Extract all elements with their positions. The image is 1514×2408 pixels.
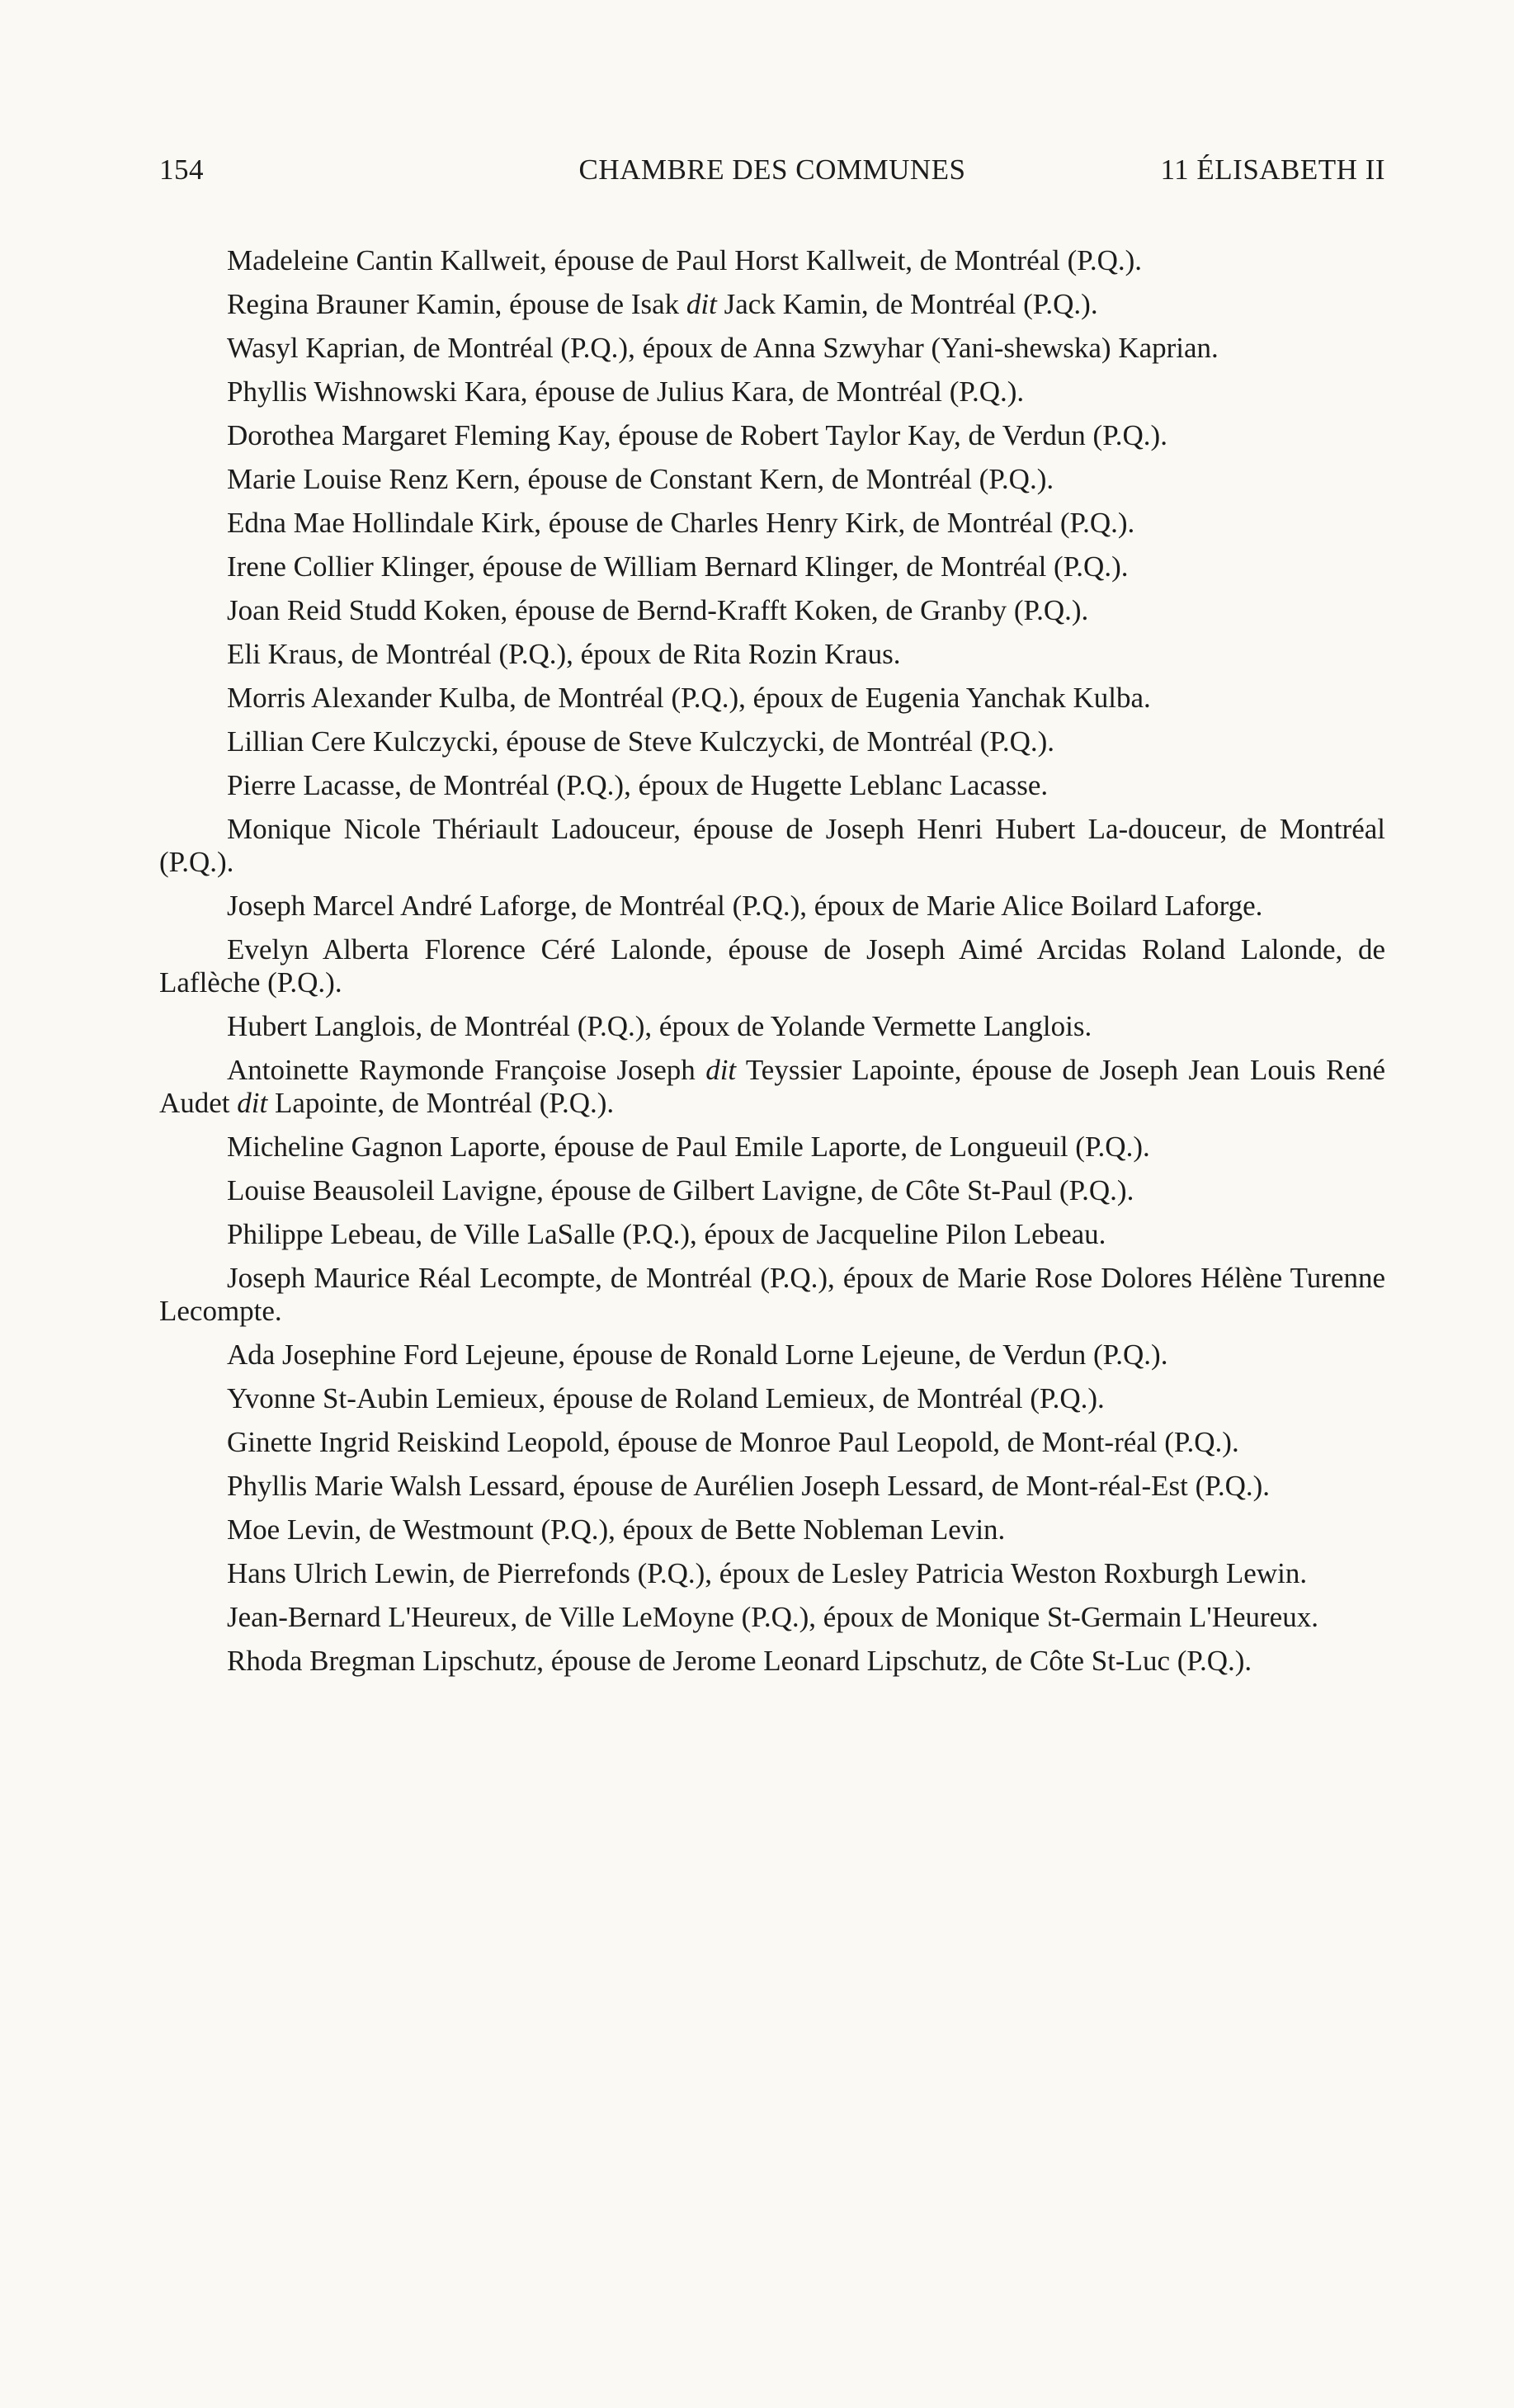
list-item: Madeleine Cantin Kallweit, épouse de Paul Horst Kallweit, de Montréal (P.Q.). (227, 244, 1143, 276)
list-item: Philippe Lebeau, de Ville LaSalle (P.Q.), époux de Jacqueline Pilon Lebeau. (227, 1218, 1106, 1250)
page-header (159, 153, 1385, 195)
list-item: Phyllis Marie Walsh Lessard, épouse de Aurélien Joseph Lessard, de Mont-réal-Est (P.Q.). (227, 1470, 1271, 1502)
list-item: Rhoda Bregman Lipschutz, épouse de Jerome Leonard Lipschutz, de Côte St-Luc (P.Q.). (227, 1645, 1252, 1677)
list-item: Monique Nicole Thériault Ladouceur, épouse de Joseph Henri Hubert La-douceur, de Montréal (P.Q.). (159, 813, 1385, 878)
list-item: Morris Alexander Kulba, de Montréal (P.Q.), époux de Eugenia Yanchak Kulba. (227, 682, 1151, 714)
list-item: Marie Louise Renz Kern, épouse de Constant Kern, de Montréal (P.Q.). (227, 463, 1054, 495)
list-item: Micheline Gagnon Laporte, épouse de Paul Emile Laporte, de Longueuil (P.Q.). (227, 1131, 1150, 1163)
list-item: Joseph Maurice Réal Lecompte, de Montréal (P.Q.), époux de Marie Rose Dolores Hélène Turenne Lecompte. (159, 1262, 1385, 1327)
list-item: Edna Mae Hollindale Kirk, épouse de Charles Henry Kirk, de Montréal (P.Q.). (227, 507, 1135, 539)
list-item: Lillian Cere Kulczycki, épouse de Steve Kulczycki, de Montréal (P.Q.). (227, 725, 1055, 758)
page-title: CHAMBRE DES COMMUNES (578, 153, 966, 186)
list-item: Phyllis Wishnowski Kara, épouse de Julius Kara, de Montréal (P.Q.). (227, 375, 1025, 408)
list-item: Joseph Marcel André Laforge, de Montréal (P.Q.), époux de Marie Alice Boilard Laforge. (227, 890, 1263, 922)
list-item: Evelyn Alberta Florence Céré Lalonde, épouse de Joseph Aimé Arcidas Roland Lalonde, de Laflèche (P.Q.). (159, 933, 1385, 999)
reign-label: 11 ÉLISABETH II (1160, 153, 1385, 186)
list-item: Yvonne St-Aubin Lemieux, épouse de Roland Lemieux, de Montréal (P.Q.). (227, 1382, 1105, 1414)
list-item: Antoinette Raymonde Françoise Joseph dit Teyssier Lapointe, épouse de Joseph Jean Louis René Audet dit Lapointe, de Montréal (P.Q.). (159, 1054, 1386, 1119)
list-item: Louise Beausoleil Lavigne, épouse de Gilbert Lavigne, de Côte St-Paul (P.Q.). (227, 1174, 1134, 1206)
list-item: Dorothea Margaret Fleming Kay, épouse de Robert Taylor Kay, de Verdun (P.Q.). (227, 419, 1167, 451)
page-number: 154 (159, 153, 204, 186)
list-item: Hubert Langlois, de Montréal (P.Q.), époux de Yolande Vermette Langlois. (227, 1010, 1092, 1042)
list-item: Ginette Ingrid Reiskind Leopold, épouse de Monroe Paul Leopold, de Mont-réal (P.Q.). (227, 1426, 1239, 1458)
list-item: Regina Brauner Kamin, épouse de Isak dit Jack Kamin, de Montréal (P.Q.). (227, 288, 1098, 320)
list-item: Jean-Bernard L'Heureux, de Ville LeMoyne (P.Q.), époux de Monique St-Germain L'Heureux. (227, 1601, 1318, 1633)
list-item: Joan Reid Studd Koken, épouse de Bernd-Krafft Koken, de Granby (P.Q.). (227, 594, 1089, 626)
entry-list (159, 244, 1385, 1688)
list-item: Hans Ulrich Lewin, de Pierrefonds (P.Q.), époux de Lesley Patricia Weston Roxburgh Lewin. (227, 1557, 1308, 1589)
list-item: Pierre Lacasse, de Montréal (P.Q.), époux de Hugette Leblanc Lacasse. (227, 769, 1049, 801)
list-item: Ada Josephine Ford Lejeune, épouse de Ronald Lorne Lejeune, de Verdun (P.Q.). (227, 1339, 1168, 1371)
list-item: Eli Kraus, de Montréal (P.Q.), époux de Rita Rozin Kraus. (227, 638, 901, 670)
list-item: Irene Collier Klinger, épouse de William Bernard Klinger, de Montréal (P.Q.). (227, 550, 1129, 583)
list-item: Moe Levin, de Westmount (P.Q.), époux de Bette Nobleman Levin. (227, 1513, 1006, 1546)
list-item: Wasyl Kaprian, de Montréal (P.Q.), époux de Anna Szwyhar (Yani-shewska) Kaprian. (227, 332, 1219, 364)
